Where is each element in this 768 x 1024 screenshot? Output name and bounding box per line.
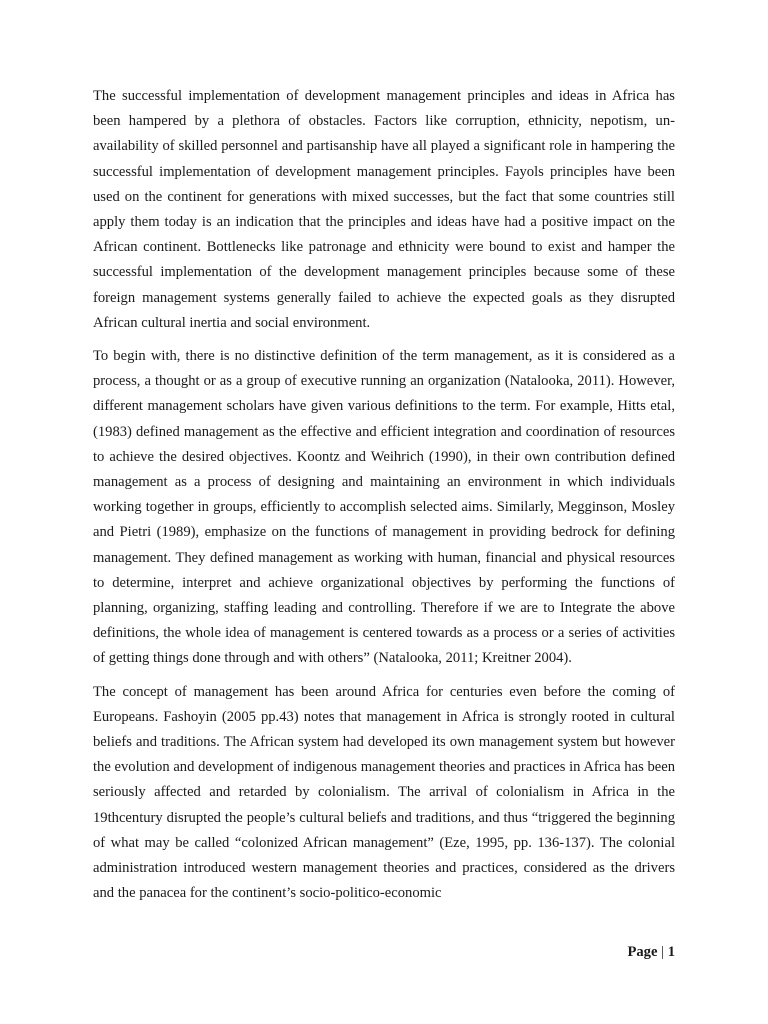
paragraph-3: The concept of management has been around Africa for centuries even before the coming of Europeans. Fashoyin (2005 pp.43) notes that management in Africa is strongly rooted in cultural beliefs and traditions. The African system had developed its own management system but however the evolution and development of indigenous management theories and practices in Africa has been seriously affected and retarded by colonialism. The arrival of colonialism in Africa in the 19thcentury disrupted the people’s cultural beliefs and traditions, and thus “triggered the beginning of what may be called “colonized African management” (Eze, 1995, pp. 136-137). The colonial administration introduced western management theories and practices, considered as the drivers and the panacea for the continent’s socio-politico-economic xyxy=(93,683,675,902)
paragraph-1: The successful implementation of development management principles and ideas in Africa has been hampered by a plethora of obstacles. Factors like corruption, ethnicity, nepotism, un-availability of skilled personnel and partisanship have all played a significant role in hampering the successful implementation of development management principles. Fayols principles have been used on the continent for generations with mixed successes, but the fact that some countries still apply them today is an indication that the principles and ideas have had a positive impact on the African continent. Bottlenecks like patronage and ethnicity were bound to exist and hamper the successful implementation of the development management principles because some of these foreign management systems generally failed to achieve the expected goals as they disrupted African cultural inertia and social environment. xyxy=(93,88,675,331)
paragraph-2: To begin with, there is no distinctive definition of the term management, as it is considered as a process, a thought or as a group of executive running an organization (Natalooka, 2011). However, different management scholars have given various definitions to the term. For example, Hitts etal, (1983) defined management as the effective and efficient integration and coordination of resources to achieve the desired objectives. Koontz and Weihrich (1990), in their own contribution defined management as a process of designing and maintaining an environment in which individuals working together in groups, efficiently to accomplish selected aims. Similarly, Megginson, Mosley and Pietri (1989), emphasize on the functions of management in providing bedrock for defining management. They defined management as working with human, financial and physical resources to determine, interpret and achieve organizational objectives by performing the functions of planning, organizing, staffing leading and controlling. Therefore if we are to Integrate the above definitions, the whole idea of management is centered towards as a process or a series of activities of getting things done through and with others” (Natalooka, 2011; Kreitner 2004). xyxy=(93,348,675,667)
page-label: Page xyxy=(627,944,658,960)
document-body xyxy=(93,84,675,915)
page-footer xyxy=(627,944,675,961)
page-separator: | xyxy=(661,944,665,960)
page-number: 1 xyxy=(667,944,675,960)
